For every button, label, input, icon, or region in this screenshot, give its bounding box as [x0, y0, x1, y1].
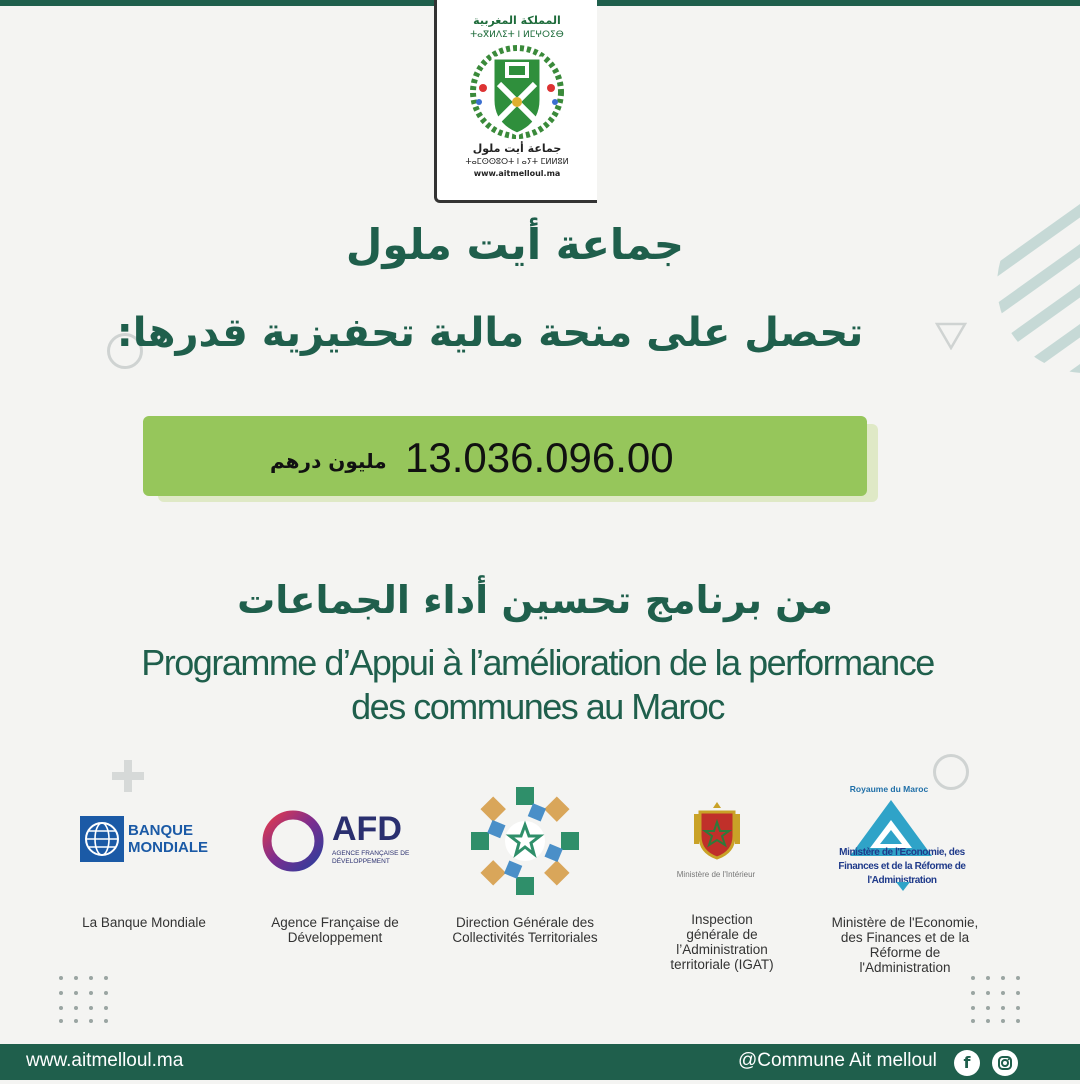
program-title-french-line2: des communes au Maroc: [351, 686, 724, 727]
logo-arabic-top: المملكة المغربية: [473, 14, 561, 27]
moroccan-coat-of-arms-icon: [692, 800, 742, 862]
logo-afd-text: AFD: [332, 810, 402, 848]
logo-website: www.aitmelloul.ma: [473, 169, 561, 178]
logo-tifinagh-top: ⵜⴰⴳⵍⴷⵉⵜ ⵏ ⵍⵎⵖⵔⵉⴱ: [470, 30, 564, 40]
logo-afd-subtext: AGENCE FRANÇAISE DE DÉVELOPPEMENT: [332, 850, 410, 865]
commune-logo-card: [434, 0, 597, 203]
partner-caption-dgct: Direction Générale des Collectivités Territoriales: [452, 915, 598, 945]
partner-caption-banque-mondiale: La Banque Mondiale: [82, 915, 206, 930]
partner-caption-igat: Inspection générale de l’Administration territoriale (IGAT): [670, 912, 774, 972]
decorative-dots: [58, 975, 110, 1025]
logo-ministere-economie-text: Ministère de l'Economie, des Finances et de la Réforme de l'Administration: [838, 847, 966, 886]
partner-logo-ministere-economie: [818, 784, 988, 896]
logo-ministere-interieur-text: Ministère de l'Intérieur: [676, 870, 756, 879]
commune-emblem-icon: [465, 44, 569, 140]
logo-tifinagh-bottom: ⵜⴰⵎⵙⵙⵓⵔⵜ ⵏ ⴰⵢⵜ ⵎⵍⵍⵓⵍ: [465, 157, 569, 166]
facebook-icon[interactable]: f: [954, 1050, 980, 1076]
partner-caption-afd: Agence Française de Développement: [271, 915, 399, 945]
partner-caption-ministere-economie: Ministère de l'Economie, des Finances et de la Réforme de l'Administration: [831, 915, 979, 975]
program-title-french-line1: Programme d’Appui à l’amélioration de la performance: [141, 642, 934, 683]
partner-logo-ministere-interieur: [668, 800, 764, 882]
partner-logo-banque-mondiale: [80, 816, 212, 866]
afd-ring-icon: [260, 808, 326, 874]
amount-value: 13.036.096.00: [405, 434, 674, 481]
footer-website-link[interactable]: www.aitmelloul.ma: [26, 1050, 184, 1071]
partner-logo-afd: [260, 808, 410, 878]
headline-grant: تحصل على منحة مالية تحفيزية قدرها:: [116, 310, 864, 356]
footer-bar: [0, 1044, 1080, 1080]
decorative-plus-icon: [110, 758, 146, 794]
footer-social-handle[interactable]: @Commune Ait melloul: [738, 1050, 937, 1071]
amount-unit: مليون درهم: [270, 449, 387, 473]
partner-logo-dgct-star-icon: [470, 786, 580, 896]
decorative-dots: [970, 975, 1022, 1025]
logo-banque-mondiale-text: BANQUE MONDIALE: [128, 822, 208, 856]
globe-icon: [80, 816, 124, 862]
logo-arabic-bottom: جماعة أيت ملول: [472, 142, 562, 155]
logo-royaume-text: Royaume du Maroc: [849, 784, 929, 794]
program-title-arabic: من برنامج تحسين أداء الجماعات: [237, 578, 833, 622]
logo-ministere-economie-arrow: [896, 882, 910, 891]
headline-commune: جماعة أيت ملول: [345, 220, 685, 269]
instagram-icon[interactable]: [992, 1050, 1018, 1076]
